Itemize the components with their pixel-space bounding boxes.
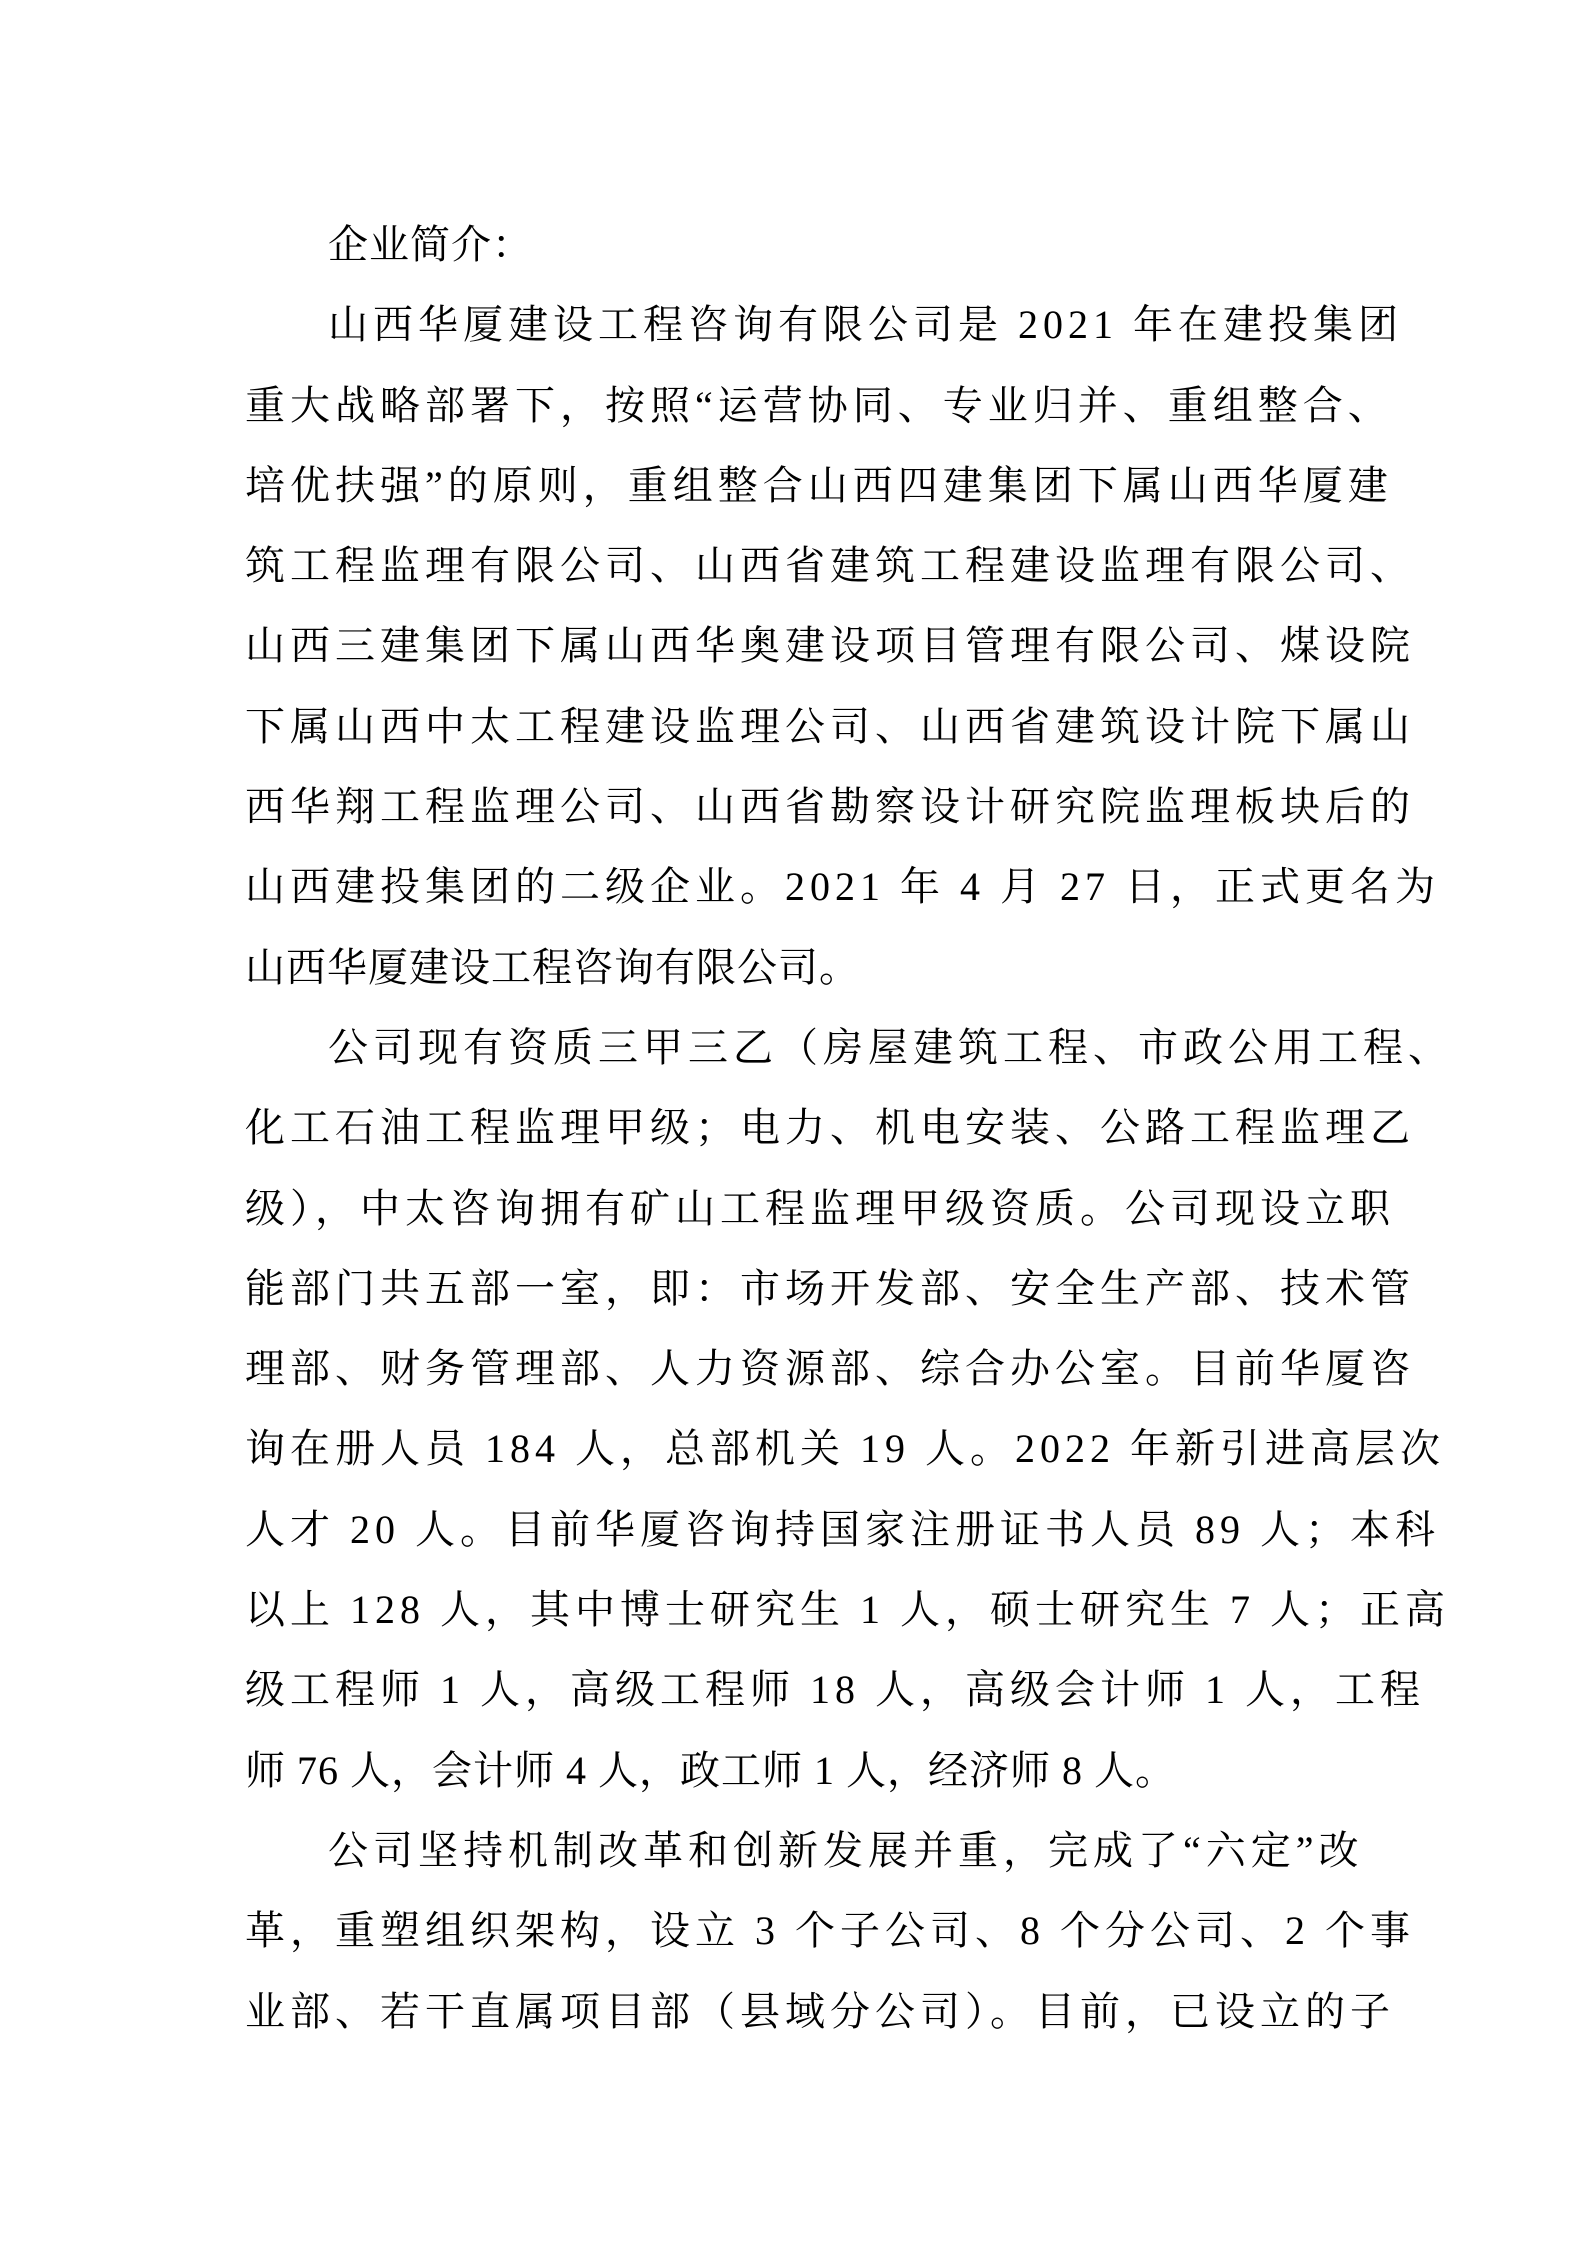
- text-line: 山西建投集团的二级企业。2021 年 4 月 27 日，正式更名为: [245, 864, 1440, 910]
- text-line: 下属山西中太工程建设监理公司、山西省建筑设计院下属山: [245, 703, 1415, 749]
- text-line: 山西华厦建设工程咨询有限公司是 2021 年在建投集团: [328, 302, 1403, 348]
- text-line: 筑工程监理有限公司、山西省建筑工程建设监理有限公司、: [245, 543, 1415, 589]
- text-line: 培优扶强”的原则，重组整合山西四建集团下属山西华厦建: [245, 462, 1393, 508]
- text-line: 以上 128 人，其中博士研究生 1 人，硕士研究生 7 人；正高: [245, 1587, 1450, 1633]
- text-line: 企业简介：: [328, 222, 533, 267]
- text-line: 理部、财务管理部、人力资源部、综合办公室。目前华厦咨: [245, 1346, 1415, 1392]
- text-line: 级工程师 1 人，高级工程师 18 人，高级会计师 1 人，工程: [245, 1667, 1425, 1713]
- text-line: 山西华厦建设工程咨询有限公司。: [245, 944, 860, 990]
- text-line: 询在册人员 184 人，总部机关 19 人。2022 年新引进高层次: [245, 1426, 1445, 1472]
- text-line: 西华翔工程监理公司、山西省勘察设计研究院监理板块后的: [245, 784, 1415, 830]
- text-block: [245, 205, 1453, 2052]
- text-line: 师 76 人，会计师 4 人，政工师 1 人，经济师 8 人。: [245, 1747, 1176, 1793]
- text-line: 山西三建集团下属山西华奥建设项目管理有限公司、煤设院: [245, 623, 1415, 669]
- text-line: 重大战略部署下，按照“运营协同、专业归并、重组整合、: [245, 382, 1393, 428]
- text-line: 革，重塑组织架构，设立 3 个子公司、8 个分公司、2 个事: [245, 1908, 1415, 1954]
- text-line: 业部、若干直属项目部（县域分公司）。目前，已设立的子: [245, 1988, 1395, 2034]
- text-line: 化工石油工程监理甲级；电力、机电安装、公路工程监理乙: [245, 1105, 1415, 1151]
- text-line: 公司坚持机制改革和创新发展并重，完成了“六定”改: [328, 1827, 1364, 1873]
- text-line: 公司现有资质三甲三乙（房屋建筑工程、市政公用工程、: [328, 1024, 1453, 1070]
- text-line: 级），中太咨询拥有矿山工程监理甲级资质。公司现设立职: [245, 1185, 1395, 1231]
- text-line: 人才 20 人。目前华厦咨询持国家注册证书人员 89 人；本科: [245, 1506, 1440, 1552]
- text-line: 能部门共五部一室，即：市场开发部、安全生产部、技术管: [245, 1265, 1415, 1311]
